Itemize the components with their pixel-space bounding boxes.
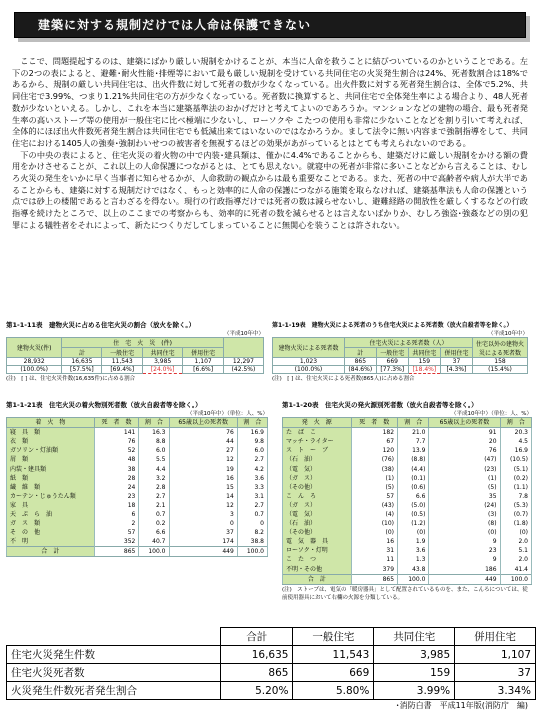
body-text bbox=[12, 56, 528, 232]
column-header: 一般住宅 bbox=[102, 348, 142, 358]
table-cell: 100.0 bbox=[500, 574, 531, 584]
table-cell: 28 bbox=[94, 474, 139, 483]
row-label: た ば こ bbox=[283, 428, 352, 438]
row-label: そ の 他 bbox=[7, 528, 95, 537]
table-cell: (5.3) bbox=[500, 501, 531, 510]
row-label: 屑 類 bbox=[7, 455, 95, 464]
column-header: 割 合 bbox=[500, 418, 531, 428]
highlighted-cell: [24.0%] bbox=[142, 366, 182, 374]
table-cell: 6.6 bbox=[139, 528, 169, 537]
row-label: （その他） bbox=[283, 483, 352, 492]
table-unit: （平成10年中）（単位：人、%） bbox=[187, 411, 268, 417]
table-cell: [57.5%] bbox=[62, 366, 102, 374]
table-cell: 6.0 bbox=[139, 446, 169, 455]
table-caption: 第1-1-21表 住宅火災の着火物別死者数（放火自殺者等を除く。） bbox=[6, 401, 202, 409]
table-cell: 2.0 bbox=[500, 555, 531, 564]
table-cell: 174 bbox=[169, 537, 237, 547]
table-cell: (4) bbox=[351, 510, 397, 519]
row-label: 火災発生件数死者発生割合 bbox=[7, 682, 221, 700]
column-header: 死 者 数 bbox=[351, 418, 397, 428]
table-row bbox=[7, 455, 268, 464]
column-header: 着 火 物 bbox=[7, 418, 95, 428]
table-cell: (47) bbox=[429, 455, 500, 464]
table-unit: （平成10年中） bbox=[224, 331, 264, 337]
table-cell: 41.4 bbox=[500, 565, 531, 575]
table-cell: 2.7 bbox=[139, 492, 169, 501]
table-row bbox=[283, 464, 532, 473]
table-cell: 100.0 bbox=[237, 547, 267, 557]
table-cell: (8.8) bbox=[398, 455, 429, 464]
table-cell: 11 bbox=[351, 555, 397, 564]
column-header: 共同住宅 bbox=[408, 348, 440, 358]
table-cell: 57 bbox=[351, 492, 397, 501]
row-label: ローソク・灯明 bbox=[283, 546, 352, 555]
table-cell: (0.6) bbox=[398, 483, 429, 492]
row-label: （電 気） bbox=[283, 464, 352, 473]
table-cell: 37 bbox=[169, 528, 237, 537]
table-cell: (23) bbox=[429, 464, 500, 473]
table-cell: (0.7) bbox=[500, 510, 531, 519]
table-cell: 3,985 bbox=[142, 358, 182, 366]
total-row bbox=[283, 574, 532, 584]
row-label: （その他） bbox=[283, 528, 352, 537]
row-label: 天 ぷ ら 油 bbox=[7, 510, 95, 519]
table-cell: 43.8 bbox=[398, 565, 429, 575]
table-row bbox=[283, 510, 532, 519]
table-cell: 3.2 bbox=[139, 474, 169, 483]
table-cell: 3.1 bbox=[237, 492, 267, 501]
table-cell: 16.3 bbox=[139, 428, 169, 438]
table-row bbox=[283, 446, 532, 455]
row-label: 住宅火災発生件数 bbox=[7, 646, 221, 664]
table-cell: (10) bbox=[351, 519, 397, 528]
table-1-1-21 bbox=[6, 400, 268, 557]
table-row bbox=[283, 501, 532, 510]
table-cell: 2.7 bbox=[237, 501, 267, 510]
table-cell: (0) bbox=[429, 528, 500, 537]
column-header: 住 宅 火 災 (件) bbox=[62, 338, 224, 348]
data-table bbox=[6, 337, 264, 374]
table-cell: 28,932 bbox=[7, 358, 62, 366]
column-header: 併用住宅 bbox=[183, 348, 223, 358]
paragraph-2: 下の中央の表によると、住宅火災の着火物の中で内装･建具類は、僅かに4.4%であることからも、建築だけに厳しい規制をかける額の費用をかけさせることが、これ以上の人命保護につながるとは、とても思えない。就寝中の死者が非常に多いことなどから言えることは、むしろ火災の発生をいかに早く当事者に知らせるかが、人命救助の観点からは最も重要なことである。また、死者の中で高齢者や病人が大半であることからも、建築に対する規制だけではなく、もっと効率的に人命の保護につながる施策を取らなければ、建築基準法も人命の保護という点では砂上の楼閣であると言わざるを得ない。現行の行政指導だけでは死者の数は減らせないし、避難経路の開放性を厳しくするなどの行政指導を続けたところで、以上のここまでの考察からも、効率的に死者の数を減らせるとは言えないばかりか、むしろ強盗･強姦などの別の犯罪による犠牲者をそれによって、新たにつくりだしてしまっていることに無関心を装うことは許されない。 bbox=[12, 149, 528, 230]
row-label: （ガ ス） bbox=[283, 501, 352, 510]
table-cell: 16.9 bbox=[237, 428, 267, 438]
column-header: 65歳以上の死者数 bbox=[169, 418, 237, 428]
table-cell: (1.8) bbox=[500, 519, 531, 528]
column-header: 計 bbox=[344, 348, 376, 358]
table-cell: 91 bbox=[429, 428, 500, 438]
table-cell: (4.4) bbox=[398, 464, 429, 473]
table-cell: 352 bbox=[94, 537, 139, 547]
table-cell: (5.0) bbox=[398, 501, 429, 510]
table-cell: 379 bbox=[351, 565, 397, 575]
row-label: 合 計 bbox=[283, 574, 352, 584]
table-cell: 16 bbox=[351, 537, 397, 546]
table-cell: 186 bbox=[429, 565, 500, 575]
table-cell: 7.7 bbox=[398, 437, 429, 446]
table-cell: (42.5%) bbox=[223, 366, 263, 374]
row-label: 住宅火災死者数 bbox=[7, 664, 221, 682]
table-cell: 9 bbox=[429, 555, 500, 564]
table-row bbox=[7, 428, 268, 438]
table-cell: 11,543 bbox=[102, 358, 142, 366]
column-header: 建物火災による死者数 bbox=[273, 338, 345, 358]
row-label: ガ ス 類 bbox=[7, 519, 95, 528]
table-row bbox=[7, 483, 268, 492]
column-header: 併用住宅 bbox=[455, 628, 536, 646]
table-cell: 2.1 bbox=[139, 501, 169, 510]
table-cell: 6.6 bbox=[398, 492, 429, 501]
table-cell: 52 bbox=[94, 446, 139, 455]
table-cell: 20.3 bbox=[500, 428, 531, 438]
table-row bbox=[283, 565, 532, 575]
table-cell: (5) bbox=[429, 483, 500, 492]
table-cell: 67 bbox=[351, 437, 397, 446]
table-cell: 31 bbox=[351, 546, 397, 555]
table-cell: 44 bbox=[169, 437, 237, 446]
table-row bbox=[7, 474, 268, 483]
column-header: 共同住宅 bbox=[374, 628, 455, 646]
column-header: 併用住宅 bbox=[440, 348, 472, 358]
table-cell: (10.5) bbox=[500, 455, 531, 464]
table-row bbox=[283, 537, 532, 546]
column-header: 割 合 bbox=[237, 418, 267, 428]
table-cell: 76 bbox=[94, 437, 139, 446]
table-cell: 57 bbox=[94, 528, 139, 537]
table-row bbox=[7, 464, 268, 473]
table-cell: 20 bbox=[429, 437, 500, 446]
table-cell: 0 bbox=[169, 519, 237, 528]
table-cell: (5) bbox=[351, 483, 397, 492]
column-header: 死 者 数 bbox=[94, 418, 139, 428]
column-header: 合計 bbox=[220, 628, 293, 646]
table-cell: (0) bbox=[398, 528, 429, 537]
table-row bbox=[283, 437, 532, 446]
table-cell: (0.5) bbox=[398, 510, 429, 519]
row-label: 繊 維 類 bbox=[7, 483, 95, 492]
data-table bbox=[272, 337, 528, 374]
table-cell: (0) bbox=[351, 528, 397, 537]
table-row bbox=[7, 501, 268, 510]
table-cell: 120 bbox=[351, 446, 397, 455]
table-row bbox=[283, 555, 532, 564]
table-unit: （平成10年中）（単位：人、%） bbox=[451, 411, 532, 417]
table-cell: 2 bbox=[94, 519, 139, 528]
table-cell: 141 bbox=[94, 428, 139, 438]
table-cell: 27 bbox=[169, 446, 237, 455]
table-cell: 6.0 bbox=[237, 446, 267, 455]
table-cell: (84.6%) bbox=[344, 366, 376, 374]
table-cell: [69.4%] bbox=[102, 366, 142, 374]
table-cell: (1) bbox=[429, 474, 500, 483]
table-cell: 0 bbox=[237, 519, 267, 528]
table-cell: 1,107 bbox=[455, 646, 536, 664]
table-row bbox=[283, 546, 532, 555]
table-cell: 669 bbox=[376, 358, 408, 366]
table-cell: (38) bbox=[351, 464, 397, 473]
table-row bbox=[283, 492, 532, 501]
table-cell: 16 bbox=[169, 474, 237, 483]
table-cell: 4.4 bbox=[139, 464, 169, 473]
table-cell: 0.7 bbox=[139, 510, 169, 519]
row-label: 内装・建具類 bbox=[7, 464, 95, 473]
table-note: (注) [ ] は、住宅火災件数(16,635件)に占める割合 bbox=[6, 376, 136, 382]
table-cell: 2.0 bbox=[500, 537, 531, 546]
row-label: 合 計 bbox=[7, 547, 95, 557]
data-table bbox=[282, 417, 532, 585]
row-label: マッチ・ライター bbox=[283, 437, 352, 446]
table-cell: 76 bbox=[169, 428, 237, 438]
table-cell: (0.1) bbox=[398, 474, 429, 483]
table-cell: 3,985 bbox=[374, 646, 455, 664]
table-cell: 3 bbox=[169, 510, 237, 519]
column-header: 一般住宅 bbox=[376, 348, 408, 358]
page-title: 建築に対する規制だけでは人命は保護できない bbox=[38, 18, 312, 32]
table-cell: 449 bbox=[429, 574, 500, 584]
table-cell: 21.0 bbox=[398, 428, 429, 438]
table-1-1-20 bbox=[282, 400, 532, 601]
row-label: 衣 類 bbox=[7, 437, 95, 446]
table-cell: 16,635 bbox=[220, 646, 293, 664]
column-header: 割 合 bbox=[398, 418, 429, 428]
row-label: こ ん ろ bbox=[283, 492, 352, 501]
summary-table bbox=[6, 627, 536, 700]
table-cell: 37 bbox=[440, 358, 472, 366]
table-cell: 669 bbox=[293, 664, 374, 682]
column-header: 一般住宅 bbox=[293, 628, 374, 646]
table-cell: 6 bbox=[94, 510, 139, 519]
table-cell: 2.7 bbox=[237, 455, 267, 464]
table-row bbox=[283, 474, 532, 483]
table-cell: [6.6%] bbox=[183, 366, 223, 374]
table-cell: 100.0 bbox=[398, 574, 429, 584]
table-note: (注) ストーブは、電気の「暖房器具」として配置されているものを、また、こんろについては、従前使用器具において右欄の火源を分類している。 bbox=[282, 586, 528, 601]
table-cell: 19 bbox=[169, 464, 237, 473]
table-cell: (1) bbox=[351, 474, 397, 483]
table-cell: 159 bbox=[374, 664, 455, 682]
table-row bbox=[7, 437, 268, 446]
table-cell: 76 bbox=[429, 446, 500, 455]
table-cell: 865 bbox=[351, 574, 397, 584]
table-cell: 24 bbox=[94, 483, 139, 492]
table-cell: 12 bbox=[169, 501, 237, 510]
table-row bbox=[7, 519, 268, 528]
table-cell: 12,297 bbox=[223, 358, 263, 366]
row-label: 電 気 器 具 bbox=[283, 537, 352, 546]
table-cell: 449 bbox=[169, 547, 237, 557]
table-cell: 182 bbox=[351, 428, 397, 438]
table-caption: 第1-1-20表 住宅火災の発火源別死者数（放火自殺者等を除く。） bbox=[282, 401, 478, 409]
table-cell: (15.4%) bbox=[473, 366, 528, 374]
source-citation: ･消防白書 平成11年版(消防庁 編) bbox=[395, 701, 528, 710]
table-row bbox=[283, 428, 532, 438]
table-caption: 第1-1-11表 建物火災に占める住宅火災の割合（放火を除く。） bbox=[6, 321, 196, 329]
column-header: 65歳以上の死者数 bbox=[429, 418, 500, 428]
table-cell: 12 bbox=[169, 455, 237, 464]
column-header: 計 bbox=[62, 348, 102, 358]
table-cell: 865 bbox=[220, 664, 293, 682]
column-header: 発 火 源 bbox=[283, 418, 352, 428]
row-label: 不 明 bbox=[7, 537, 95, 547]
table-cell: 5.80% bbox=[293, 682, 374, 700]
highlighted-cell: [18.4%] bbox=[408, 366, 440, 374]
row-label: こ た つ bbox=[283, 555, 352, 564]
table-cell: 0.7 bbox=[237, 510, 267, 519]
table-cell: (24) bbox=[429, 501, 500, 510]
table-cell: (3) bbox=[429, 510, 500, 519]
table-cell: 159 bbox=[408, 358, 440, 366]
table-cell: (1.1) bbox=[500, 483, 531, 492]
table-cell: 100.0 bbox=[139, 547, 169, 557]
row-label: 寝 具 類 bbox=[7, 428, 95, 438]
row-label: カーテン・じゅうたん類 bbox=[7, 492, 95, 501]
table-cell: 15 bbox=[169, 483, 237, 492]
table-cell: 7.8 bbox=[500, 492, 531, 501]
table-cell: 48 bbox=[94, 455, 139, 464]
table-cell: 9.8 bbox=[237, 437, 267, 446]
table-cell: (1.2) bbox=[398, 519, 429, 528]
table-note: (注) [ ] は、住宅火災による死者数(865人)に占める割合 bbox=[272, 376, 415, 382]
table-cell: 16.9 bbox=[500, 446, 531, 455]
table-cell: [77.3%] bbox=[376, 366, 408, 374]
table-cell: 9 bbox=[429, 537, 500, 546]
table-cell: (0) bbox=[500, 528, 531, 537]
table-cell: 865 bbox=[94, 547, 139, 557]
column-header: 割 合 bbox=[139, 418, 169, 428]
table-cell: 3.6 bbox=[237, 474, 267, 483]
table-row bbox=[283, 483, 532, 492]
table-cell: 3.3 bbox=[237, 483, 267, 492]
table-cell: (0.2) bbox=[500, 474, 531, 483]
table-cell: 18 bbox=[94, 501, 139, 510]
paragraph-1: ここで、問題提起するのは、建築にばかり厳しい規制をかけることが、本当に人命を救うことに結びついているのかということである。左下の2つの表によると、避難･耐火性能･排煙等において最も厳しい規制を受けている共同住宅の火災発生割合は24%、死者数割合は18%であるから、規制の厳しい共同住宅は、出火件数に対して死者の数が少なくなっている。出火件数に対する死者発生割合は、全体で5.2%、共同住宅で3.99%、つまり1.21%共同住宅の方が少なくなっている。死者数に換算すると、共同住宅で全体発生率による場合より、48人死者数が少ないといえる。しかし、これを本当に建築基準法のおかげだけと考えてよいのであろうか。マンションなどの建物の場合、最も死者発生率の高いストーブ等の使用が一般住宅に比べ極端に少ないし、ローソクや こたつの使用も非常に少ないことなどを割り引いて考えれば、全体的にほぼ出火件数死者発生割合は共同住宅でも低減出来てはいないのではなかろうか。まして法令に無い内容まで強制指導をして、共同住宅における1405人の強奏･強制わいせつの被害者を無視するほどの効果があがっているとはとても考えられないのである。 bbox=[12, 56, 528, 148]
table-cell: (43) bbox=[351, 501, 397, 510]
total-row bbox=[7, 547, 268, 557]
table-unit: （平成10年中） bbox=[488, 331, 528, 337]
data-table bbox=[6, 417, 268, 557]
table-cell: (5.1) bbox=[500, 464, 531, 473]
column-header: 共同住宅 bbox=[142, 348, 182, 358]
table-cell: 11,543 bbox=[293, 646, 374, 664]
table-cell: (100.0%) bbox=[7, 366, 62, 374]
table-row bbox=[283, 528, 532, 537]
table-cell: [4.3%] bbox=[440, 366, 472, 374]
table-cell: 14 bbox=[169, 492, 237, 501]
column-header: 住宅以外の建物火災による死者数 bbox=[473, 338, 528, 358]
row-label: 紙 類 bbox=[7, 474, 95, 483]
table-cell: 8.2 bbox=[237, 528, 267, 537]
table-cell: 158 bbox=[473, 358, 528, 366]
table-cell: 8.8 bbox=[139, 437, 169, 446]
table-cell: 3.6 bbox=[398, 546, 429, 555]
table-cell: 5.5 bbox=[139, 455, 169, 464]
table-cell: 1.9 bbox=[398, 537, 429, 546]
table-row bbox=[7, 492, 268, 501]
row-label: ス ト ー ブ bbox=[283, 446, 352, 455]
table-row bbox=[7, 510, 268, 519]
table-cell: 23 bbox=[94, 492, 139, 501]
table-cell: 865 bbox=[344, 358, 376, 366]
title-banner bbox=[14, 12, 526, 38]
table-cell: 1,107 bbox=[183, 358, 223, 366]
table-row bbox=[7, 537, 268, 547]
table-cell: 5.20% bbox=[220, 682, 293, 700]
table-1-1-19 bbox=[272, 320, 528, 382]
table-cell: (76) bbox=[351, 455, 397, 464]
table-cell: 40.7 bbox=[139, 537, 169, 547]
row-label: ガソリン・灯油類 bbox=[7, 446, 95, 455]
table-cell: (100.0%) bbox=[273, 366, 345, 374]
table-row bbox=[283, 455, 532, 464]
column-header: 住宅火災による死者数（人） bbox=[344, 338, 472, 348]
table-cell: 13.9 bbox=[398, 446, 429, 455]
table-row bbox=[7, 446, 268, 455]
table-cell: 35 bbox=[429, 492, 500, 501]
table-cell: 37 bbox=[455, 664, 536, 682]
table-row bbox=[7, 528, 268, 537]
table-cell: 1.3 bbox=[398, 555, 429, 564]
table-cell: 16,635 bbox=[62, 358, 102, 366]
row-label: （石 油） bbox=[283, 519, 352, 528]
table-cell: 5.1 bbox=[500, 546, 531, 555]
table-cell: 23 bbox=[429, 546, 500, 555]
table-cell: 3.99% bbox=[374, 682, 455, 700]
table-1-1-11 bbox=[6, 320, 264, 382]
row-label: 家 具 bbox=[7, 501, 95, 510]
table-cell: 4.5 bbox=[500, 437, 531, 446]
table-cell: 1,023 bbox=[273, 358, 345, 366]
table-cell: 0.2 bbox=[139, 519, 169, 528]
table-cell: 2.8 bbox=[139, 483, 169, 492]
table-cell: 38.8 bbox=[237, 537, 267, 547]
column-header: 建物火災(件) bbox=[7, 338, 62, 358]
row-label: （電 気） bbox=[283, 510, 352, 519]
table-caption: 第1-1-19表 建物火災による死者のうち住宅火災による死者数（放火自殺者等を除く。） bbox=[272, 322, 513, 329]
table-cell: 3.34% bbox=[455, 682, 536, 700]
row-label: （石 油） bbox=[283, 455, 352, 464]
table-cell: 38 bbox=[94, 464, 139, 473]
table-cell: (8) bbox=[429, 519, 500, 528]
row-label: （ガ ス） bbox=[283, 474, 352, 483]
table-cell: 4.2 bbox=[237, 464, 267, 473]
row-label: 不明・その他 bbox=[283, 565, 352, 575]
table-row bbox=[283, 519, 532, 528]
